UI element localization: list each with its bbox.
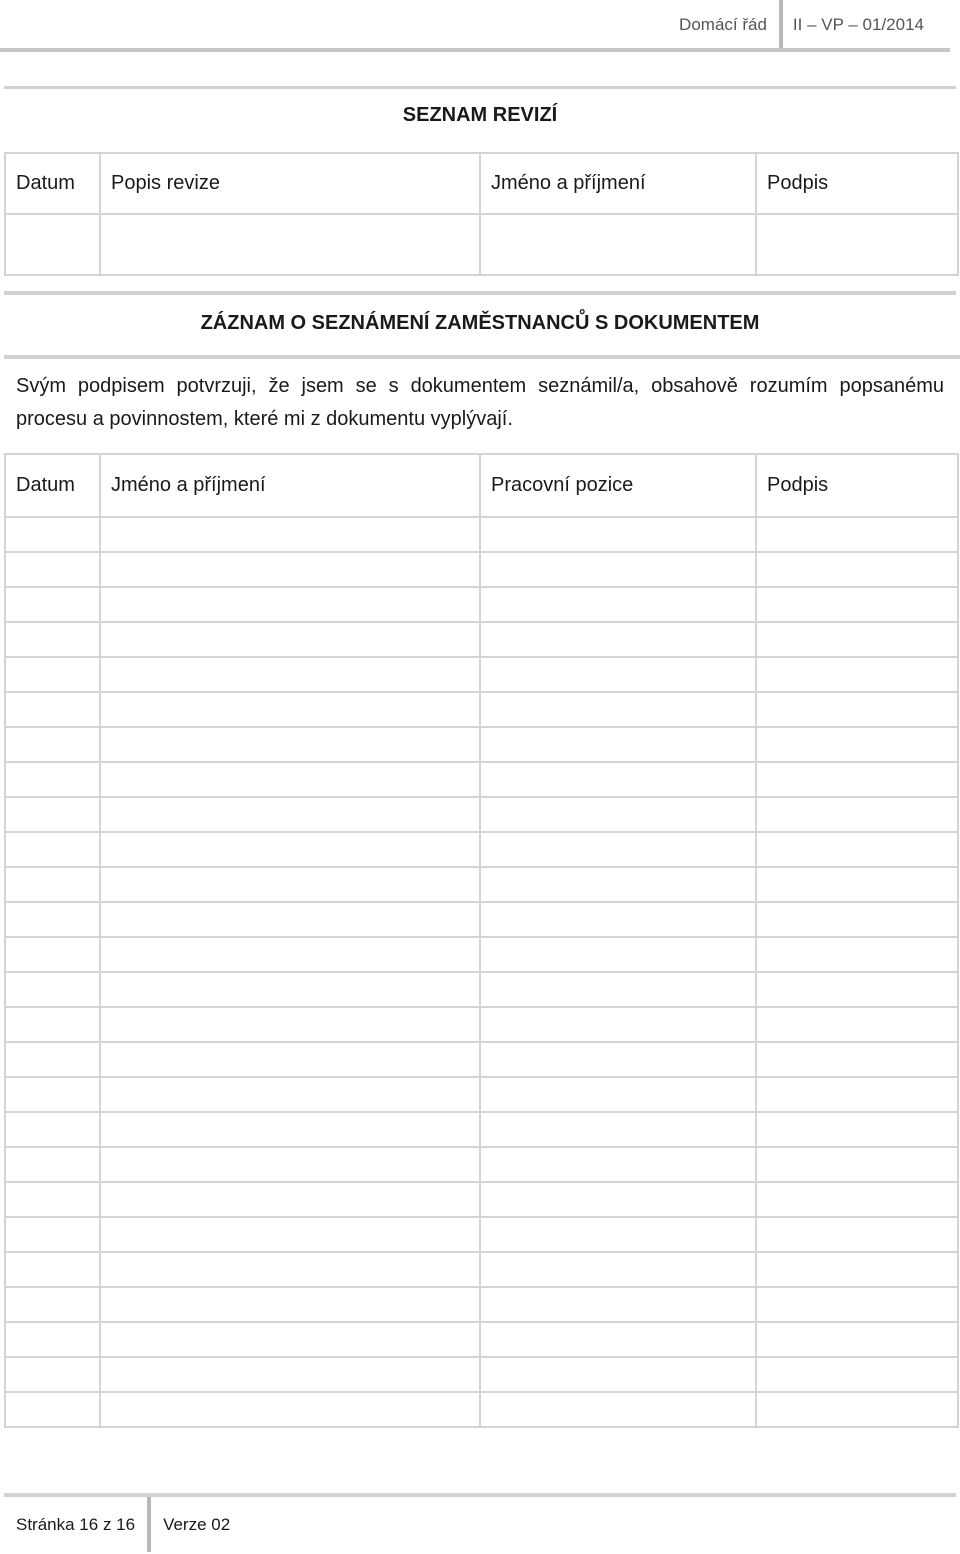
acknowledgement-text: Svým podpisem potvrzuji, že jsem se s dokumentem seznámil/a, obsahově rozumím popsanému procesu a povinnostem, které mi z dokumentu vyplývají.: [16, 375, 944, 430]
table-cell[interactable]: [5, 1042, 100, 1077]
revisions-col-date: Datum: [5, 153, 100, 214]
table-cell[interactable]: [756, 727, 958, 762]
table-cell[interactable]: [480, 832, 756, 867]
table-cell[interactable]: [100, 1217, 480, 1252]
table-cell[interactable]: [100, 622, 480, 657]
signature-empty-row: [5, 1077, 958, 1112]
table-cell[interactable]: [100, 1322, 480, 1357]
signature-empty-row: [5, 692, 958, 727]
table-cell[interactable]: [5, 727, 100, 762]
table-cell[interactable]: [5, 1322, 100, 1357]
table-cell[interactable]: [5, 937, 100, 972]
table-cell[interactable]: [756, 832, 958, 867]
signature-empty-row: [5, 1147, 958, 1182]
signature-empty-row: [5, 587, 958, 622]
table-cell[interactable]: [756, 1077, 958, 1112]
table-cell[interactable]: [480, 1217, 756, 1252]
table-cell[interactable]: [756, 587, 958, 622]
table-cell[interactable]: [100, 1042, 480, 1077]
table-cell[interactable]: [5, 1112, 100, 1147]
table-cell[interactable]: [480, 1322, 756, 1357]
signature-empty-row: [5, 1287, 958, 1322]
signature-col-name: Jméno a příjmení: [100, 454, 480, 517]
revisions-header-row: [5, 153, 958, 214]
signature-col-date: Datum: [5, 454, 100, 517]
table-cell[interactable]: [5, 1007, 100, 1042]
signature-empty-row: [5, 622, 958, 657]
table-cell[interactable]: [480, 214, 756, 275]
table-cell[interactable]: [756, 1007, 958, 1042]
signature-empty-row: [5, 1357, 958, 1392]
table-cell[interactable]: [100, 1357, 480, 1392]
table-cell[interactable]: [5, 832, 100, 867]
table-cell[interactable]: [100, 902, 480, 937]
acknowledgement-title: ZÁZNAM O SEZNÁMENÍ ZAMĚSTNANCŮ S DOKUMENTEM: [200, 312, 760, 334]
revisions-title: SEZNAM REVIZÍ: [402, 104, 558, 126]
revisions-table: [4, 152, 959, 276]
table-cell[interactable]: [5, 1147, 100, 1182]
signature-empty-row: [5, 937, 958, 972]
table-cell[interactable]: [5, 214, 100, 275]
table-cell[interactable]: [5, 587, 100, 622]
table-cell[interactable]: [5, 1252, 100, 1287]
table-cell[interactable]: [480, 517, 756, 552]
table-cell[interactable]: [100, 517, 480, 552]
table-cell[interactable]: [756, 1357, 958, 1392]
table-cell[interactable]: [100, 762, 480, 797]
table-cell[interactable]: [5, 657, 100, 692]
footer-page-number: Stránka 16 z 16: [16, 1514, 136, 1534]
table-cell[interactable]: [100, 1112, 480, 1147]
table-cell[interactable]: [100, 657, 480, 692]
table-cell[interactable]: [756, 1112, 958, 1147]
signature-empty-row: [5, 867, 958, 902]
table-cell[interactable]: [100, 832, 480, 867]
table-cell[interactable]: [756, 517, 958, 552]
table-cell[interactable]: [5, 1392, 100, 1427]
table-cell[interactable]: [5, 1287, 100, 1322]
table-cell[interactable]: [5, 797, 100, 832]
header-rule: [0, 48, 950, 52]
table-cell[interactable]: [480, 692, 756, 727]
signature-empty-row: [5, 1007, 958, 1042]
table-cell[interactable]: [100, 937, 480, 972]
table-cell[interactable]: [100, 727, 480, 762]
table-cell[interactable]: [480, 1287, 756, 1322]
table-cell[interactable]: [756, 657, 958, 692]
signature-empty-row: [5, 797, 958, 832]
header-document-code: II – VP – 01/2014: [792, 15, 924, 34]
section-rule: [4, 355, 960, 359]
table-cell[interactable]: [100, 797, 480, 832]
table-cell[interactable]: [480, 1357, 756, 1392]
table-cell[interactable]: [100, 587, 480, 622]
table-cell[interactable]: [480, 797, 756, 832]
table-cell[interactable]: [756, 552, 958, 587]
table-cell[interactable]: [5, 972, 100, 1007]
table-cell[interactable]: [756, 1217, 958, 1252]
revisions-empty-row: [5, 214, 958, 275]
signature-empty-row: [5, 972, 958, 1007]
table-cell[interactable]: [100, 1077, 480, 1112]
table-cell[interactable]: [756, 622, 958, 657]
signature-empty-row: [5, 1322, 958, 1357]
table-cell[interactable]: [480, 587, 756, 622]
table-cell[interactable]: [756, 1182, 958, 1217]
signature-empty-row: [5, 832, 958, 867]
table-cell[interactable]: [756, 1392, 958, 1427]
page-footer: [0, 1497, 230, 1552]
table-cell[interactable]: [5, 762, 100, 797]
table-cell[interactable]: [756, 692, 958, 727]
table-cell[interactable]: [5, 1217, 100, 1252]
table-cell[interactable]: [100, 1252, 480, 1287]
table-cell[interactable]: [100, 1287, 480, 1322]
signature-empty-row: [5, 762, 958, 797]
table-cell[interactable]: [480, 657, 756, 692]
section-rule: [4, 291, 956, 295]
table-cell[interactable]: [100, 552, 480, 587]
signature-empty-row: [5, 727, 958, 762]
table-cell[interactable]: [100, 1147, 480, 1182]
table-cell[interactable]: [756, 214, 958, 275]
table-cell[interactable]: [100, 1392, 480, 1427]
table-cell[interactable]: [480, 902, 756, 937]
table-cell[interactable]: [5, 1357, 100, 1392]
table-cell[interactable]: [5, 552, 100, 587]
table-cell[interactable]: [5, 1077, 100, 1112]
signature-empty-row: [5, 902, 958, 937]
footer-version: Verze 02: [163, 1514, 231, 1534]
revisions-col-name: Jméno a příjmení: [480, 153, 756, 214]
table-cell[interactable]: [756, 1147, 958, 1182]
signature-empty-row: [5, 1217, 958, 1252]
table-cell[interactable]: [480, 937, 756, 972]
table-cell[interactable]: [5, 902, 100, 937]
table-cell[interactable]: [756, 1322, 958, 1357]
signature-empty-row: [5, 552, 958, 587]
signature-empty-row: [5, 1042, 958, 1077]
table-cell[interactable]: [5, 517, 100, 552]
table-cell[interactable]: [480, 1392, 756, 1427]
table-cell[interactable]: [756, 867, 958, 902]
section-rule: [4, 86, 956, 89]
revisions-col-description: Popis revize: [100, 153, 480, 214]
table-cell[interactable]: [480, 1182, 756, 1217]
table-cell[interactable]: [100, 972, 480, 1007]
table-cell[interactable]: [756, 1287, 958, 1322]
table-cell[interactable]: [756, 1042, 958, 1077]
table-cell[interactable]: [480, 1112, 756, 1147]
table-cell[interactable]: [756, 972, 958, 1007]
table-cell[interactable]: [480, 1042, 756, 1077]
table-cell[interactable]: [756, 937, 958, 972]
table-cell[interactable]: [100, 214, 480, 275]
table-cell[interactable]: [480, 1077, 756, 1112]
revisions-col-signature: Podpis: [756, 153, 958, 214]
signature-col-signature: Podpis: [756, 454, 958, 517]
signature-empty-row: [5, 1182, 958, 1217]
table-cell[interactable]: [480, 1252, 756, 1287]
table-cell[interactable]: [5, 622, 100, 657]
table-cell[interactable]: [756, 797, 958, 832]
page-header: [679, 0, 960, 50]
table-cell[interactable]: [480, 867, 756, 902]
table-cell[interactable]: [756, 762, 958, 797]
signature-empty-row: [5, 657, 958, 692]
table-cell[interactable]: [480, 1147, 756, 1182]
table-cell[interactable]: [100, 692, 480, 727]
signature-table: [4, 453, 959, 1428]
table-cell[interactable]: [480, 762, 756, 797]
signature-empty-row: [5, 1252, 958, 1287]
signature-header-row: [5, 454, 958, 517]
table-cell[interactable]: [100, 1182, 480, 1217]
table-cell[interactable]: [5, 867, 100, 902]
table-cell[interactable]: [100, 1007, 480, 1042]
table-cell[interactable]: [756, 1252, 958, 1287]
table-cell[interactable]: [480, 727, 756, 762]
table-cell[interactable]: [100, 867, 480, 902]
table-cell[interactable]: [756, 902, 958, 937]
signature-empty-row: [5, 1392, 958, 1427]
signature-empty-row: [5, 517, 958, 552]
header-document-name: Domácí řád: [679, 15, 767, 34]
table-cell[interactable]: [5, 692, 100, 727]
table-cell[interactable]: [480, 622, 756, 657]
signature-col-position: Pracovní pozice: [480, 454, 756, 517]
table-cell[interactable]: [480, 552, 756, 587]
table-cell[interactable]: [480, 972, 756, 1007]
table-cell[interactable]: [480, 1007, 756, 1042]
signature-empty-row: [5, 1112, 958, 1147]
table-cell[interactable]: [5, 1182, 100, 1217]
